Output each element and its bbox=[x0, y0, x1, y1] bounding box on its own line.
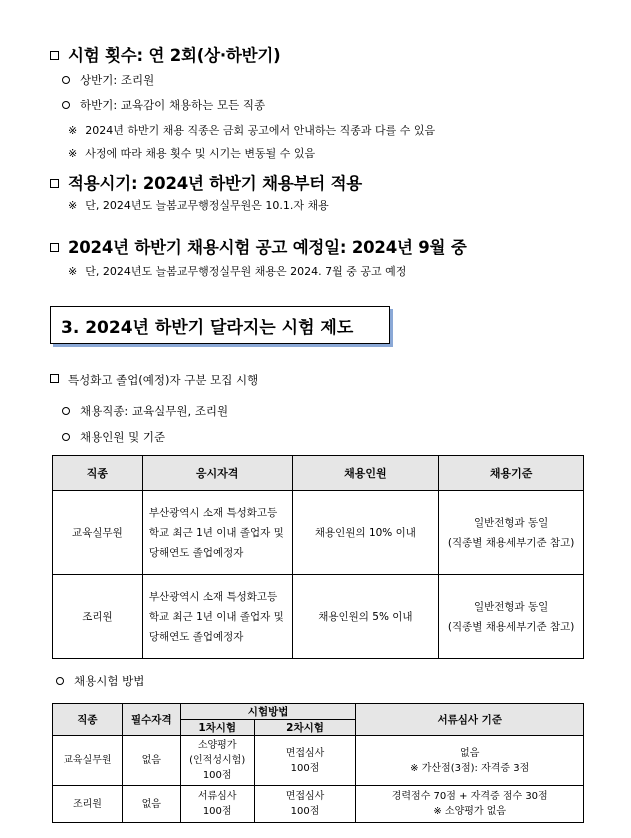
header-basis: 채용기준 bbox=[439, 456, 584, 491]
item-exam-method: 채용시험 방법 bbox=[56, 673, 144, 689]
cell-count: 채용인원의 5% 이내 bbox=[292, 575, 439, 659]
table-row bbox=[53, 786, 584, 823]
cell-first-exam: 소양평가 (인적성시험) 100점 bbox=[180, 736, 254, 786]
item-second-half: 하반기: 교육감이 채용하는 모든 직종 bbox=[62, 97, 265, 113]
cell-job: 조리원 bbox=[53, 786, 123, 823]
cell-qualification: 부산광역시 소재 특성화고등 학교 최근 1년 이내 졸업자 및 당해연도 졸업예정자 bbox=[142, 575, 292, 659]
header-required: 필수자격 bbox=[122, 704, 180, 736]
circle-bullet-icon bbox=[62, 407, 70, 415]
table-row bbox=[53, 575, 584, 659]
cell-required: 없음 bbox=[122, 786, 180, 823]
cell-job: 교육실무원 bbox=[53, 736, 123, 786]
note-change: ※ 사정에 따라 채용 횟수 및 시기는 변동될 수 있음 bbox=[68, 147, 316, 160]
header-job: 직종 bbox=[53, 704, 123, 736]
cell-first-exam: 서류심사 100점 bbox=[180, 786, 254, 823]
square-bullet-icon bbox=[50, 243, 59, 252]
heading-special-recruit: 특성화고 졸업(예정)자 구분 모집 시행 bbox=[50, 372, 258, 388]
cell-basis: 일반전형과 동일 (직종별 채용세부기준 참고) bbox=[439, 575, 584, 659]
cell-doc-criteria: 없음 ※ 가산점(3점): 자격증 3점 bbox=[356, 736, 584, 786]
cell-doc-criteria: 경력점수 70점 + 자격증 점수 30점 ※ 소양평가 없음 bbox=[356, 786, 584, 823]
cell-second-exam: 면접심사 100점 bbox=[254, 736, 356, 786]
recruit-criteria-table bbox=[52, 455, 584, 659]
cell-job: 조리원 bbox=[53, 575, 143, 659]
table-header-row bbox=[53, 456, 584, 491]
header-second-exam: 2차시험 bbox=[254, 720, 356, 736]
note-apply-exception: ※ 단, 2024년도 늘봄교무행정실무원은 10.1.자 채용 bbox=[68, 199, 329, 212]
cell-second-exam: 면접심사 100점 bbox=[254, 786, 356, 823]
header-job: 직종 bbox=[53, 456, 143, 491]
cell-basis: 일반전형과 동일 (직종별 채용세부기준 참고) bbox=[439, 491, 584, 575]
cell-job: 교육실무원 bbox=[53, 491, 143, 575]
circle-bullet-icon bbox=[62, 101, 70, 109]
square-bullet-icon bbox=[50, 51, 59, 60]
heading-apply-period: 적용시기: 2024년 하반기 채용부터 적용 bbox=[50, 170, 362, 194]
header-qualification: 응시자격 bbox=[142, 456, 292, 491]
item-first-half: 상반기: 조리원 bbox=[62, 72, 154, 88]
header-doc-criteria: 서류심사 기준 bbox=[356, 704, 584, 736]
circle-bullet-icon bbox=[62, 76, 70, 84]
cell-qualification: 부산광역시 소재 특성화고등 학교 최근 1년 이내 졸업자 및 당해연도 졸업예정자 bbox=[142, 491, 292, 575]
cell-required: 없음 bbox=[122, 736, 180, 786]
heading-exam-count: 시험 횟수: 연 2회(상·하반기) bbox=[50, 42, 280, 66]
header-method: 시험방법 bbox=[180, 704, 356, 720]
item-jobs: 채용직종: 교육실무원, 조리원 bbox=[62, 403, 228, 419]
note-notice-exception: ※ 단, 2024년도 늘봄교무행정실무원 채용은 2024. 7월 중 공고 예정 bbox=[68, 265, 407, 278]
table-header-row bbox=[53, 704, 584, 720]
note-2024-jobs: ※ 2024년 하반기 채용 직종은 금회 공고에서 안내하는 직종과 다를 수 있음 bbox=[68, 124, 436, 137]
header-count: 채용인원 bbox=[292, 456, 439, 491]
square-bullet-icon bbox=[50, 179, 59, 188]
exam-method-table bbox=[52, 703, 584, 823]
item-number-basis: 채용인원 및 기준 bbox=[62, 429, 165, 445]
circle-bullet-icon bbox=[56, 677, 64, 685]
square-bullet-icon bbox=[50, 374, 59, 383]
heading-notice-date: 2024년 하반기 채용시험 공고 예정일: 2024년 9월 중 bbox=[50, 234, 467, 258]
circle-bullet-icon bbox=[62, 433, 70, 441]
table-row bbox=[53, 736, 584, 786]
section-title-box: 3. 2024년 하반기 달라지는 시험 제도 bbox=[50, 306, 390, 344]
cell-count: 채용인원의 10% 이내 bbox=[292, 491, 439, 575]
table-row bbox=[53, 491, 584, 575]
header-first-exam: 1차시험 bbox=[180, 720, 254, 736]
